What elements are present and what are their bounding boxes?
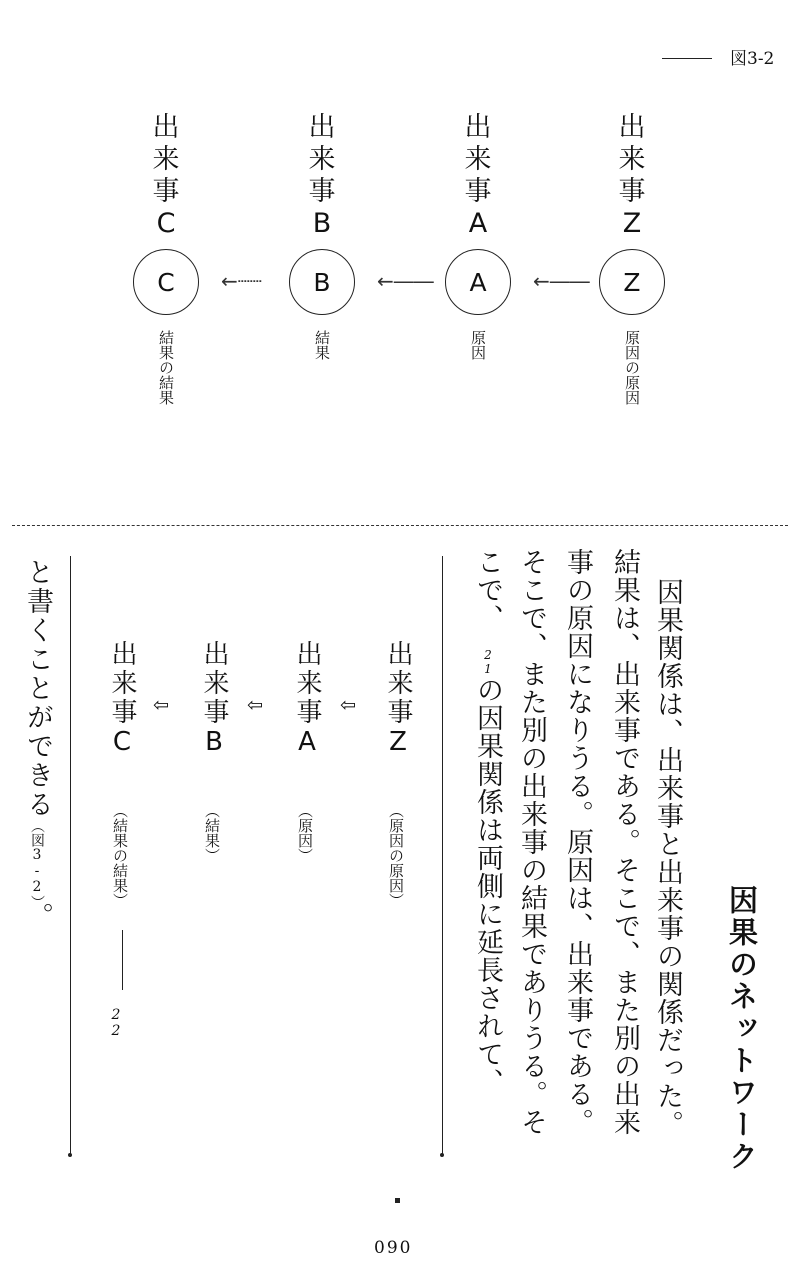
body-line-3: 事の原因になりうる。原因は、出来事である。 (562, 548, 593, 1136)
event-z-title: 出 来 事 Z (618, 112, 646, 239)
quote-event-z: 出来事Z (383, 640, 413, 760)
quote-arrow-3: ⇦ (153, 694, 169, 716)
quote-role-b: （結果） (203, 803, 221, 863)
arrow-z-to-a: ←―― (533, 269, 590, 293)
section-heading: 因果のネットワーク (725, 885, 759, 1173)
event-a-circle: A (445, 249, 511, 315)
figure-label-rule (662, 58, 712, 59)
footnote-marker-21: 21 (481, 648, 495, 676)
body-line-4: そこで、また別の出来事の結果でありうる。そ (516, 548, 547, 1136)
figure-reference: （図3-2） (29, 819, 45, 902)
body-line-2: 結果は、出来事である。そこで、また別の出来 (609, 548, 640, 1136)
quote-left-bar (70, 556, 71, 1156)
event-a-title: 出 来 事 A (464, 112, 492, 239)
page-number: 090 (374, 1238, 413, 1258)
figure-label: 図3-2 (730, 49, 775, 69)
body-line-5a: こで、 (472, 548, 503, 632)
event-z-circle: Z (599, 249, 665, 315)
event-a-role: 原因 (469, 330, 487, 360)
quote-left-bar-end (68, 1153, 72, 1157)
quote-arrow-2: ⇦ (247, 694, 263, 716)
quote-dash (122, 930, 123, 990)
section-separator (12, 525, 788, 526)
event-z-role: 原因の原因 (623, 330, 641, 405)
event-c-circle: C (133, 249, 199, 315)
event-c-role: 結果の結果 (157, 330, 175, 405)
closing-sentence: と書くことができる（図3-2）。 (22, 558, 53, 931)
event-b-title: 出 来 事 B (308, 112, 336, 239)
quote-right-bar-end (440, 1153, 444, 1157)
quote-event-a: 出来事A (292, 640, 322, 760)
quote-event-c: 出来事C (107, 640, 137, 760)
quote-arrow-1: ⇦ (340, 694, 356, 716)
quote-right-bar (442, 556, 443, 1156)
event-c-title: 出 来 事 C (152, 112, 180, 239)
quote-role-z: （原因の原因） (387, 803, 405, 908)
event-b-circle: B (289, 249, 355, 315)
event-b-role: 結果 (313, 330, 331, 360)
footnote-marker-22: 22 (108, 1007, 124, 1039)
body-line-5b: の因果関係は両側に延長されて、 (472, 676, 503, 1096)
arrow-a-to-b: ←―― (377, 269, 434, 293)
quote-event-b: 出来事B (199, 640, 229, 760)
quote-role-a: （原因） (296, 803, 314, 863)
page-marker-dot (395, 1198, 400, 1203)
arrow-b-to-c: ←┈┈ (221, 269, 262, 293)
quote-role-c: （結果の結果） (111, 803, 129, 908)
body-line-1: 因果関係は、出来事と出来事の関係だった。 (652, 578, 683, 1138)
